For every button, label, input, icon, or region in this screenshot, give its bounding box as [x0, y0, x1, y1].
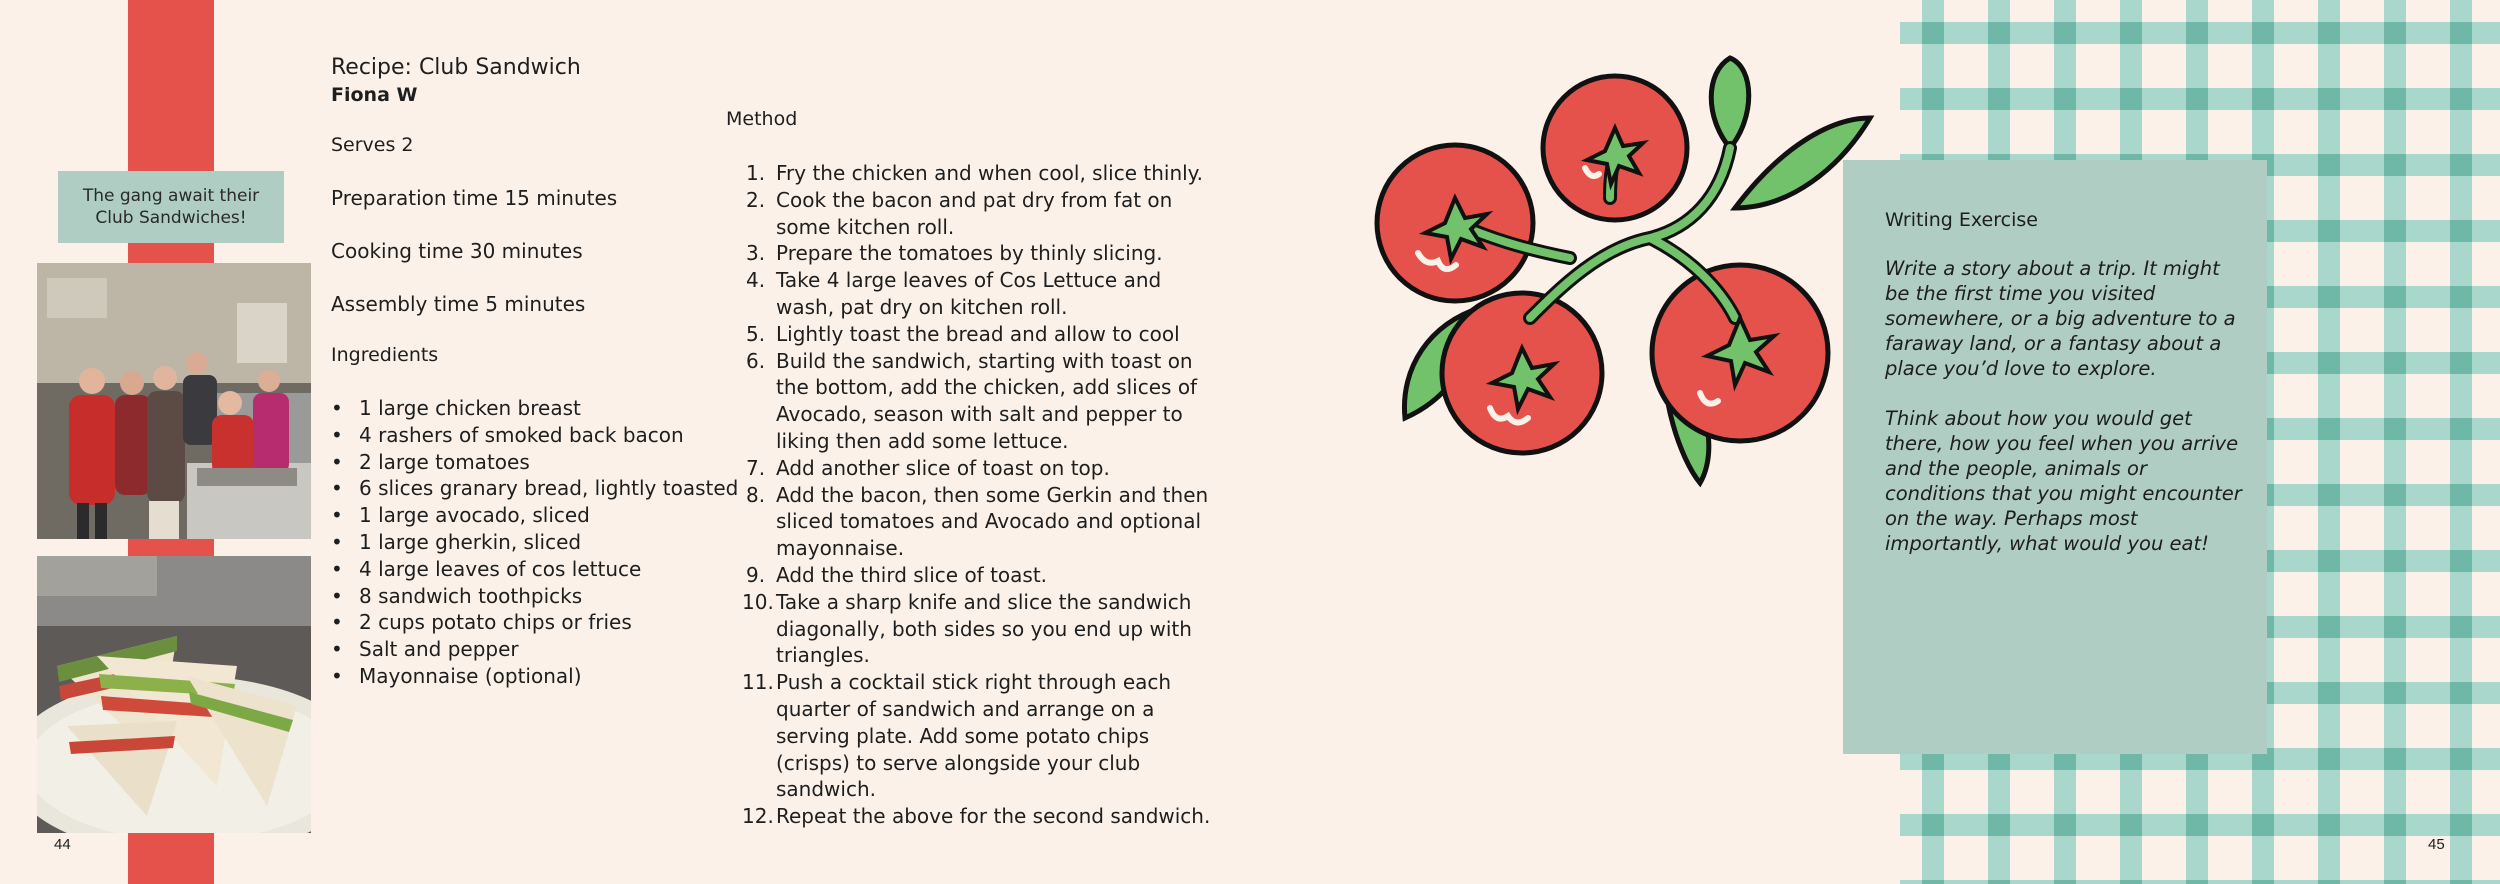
- step-text: Take 4 large leaves of Cos Lettuce and wash, pat dry on kitchen roll.: [776, 268, 1162, 319]
- ingredient-item: • 2 large tomatoes: [331, 449, 731, 476]
- sandwich-photo: [37, 556, 311, 833]
- step-number: 8.: [746, 482, 766, 507]
- method-step: [742, 589, 1216, 669]
- recipe-serves: Serves 2: [331, 134, 414, 156]
- step-number: 6.: [746, 348, 766, 373]
- ingredients-list: [331, 395, 739, 690]
- method-step: [746, 562, 1216, 589]
- step-text: Prepare the tomatoes by thinly slicing.: [776, 241, 1163, 266]
- step-text: Cook the bacon and pat dry from fat on some kitchen roll.: [776, 187, 1173, 239]
- prep-time: Preparation time 15 minutes: [331, 186, 618, 210]
- tomato-vine-illustration: [1360, 48, 1880, 498]
- recipe-column: [331, 54, 739, 690]
- writing-exercise-paragraph: Write a story about a trip. It might be the first time you visited somewhere, or a big adventure to a faraway land, or a fantasy about a place you’d love to explore.: [1885, 257, 2236, 380]
- group-photo: [37, 263, 311, 539]
- photo-caption: [58, 171, 284, 243]
- step-text: Push a cocktail stick right through each quarter of sandwich and arrange on a serving plate. Add some potato chips (crisps) to serve alongside your club sandwich.: [776, 670, 1172, 802]
- method-step: [746, 482, 1216, 562]
- method-heading: Method: [726, 108, 798, 130]
- assembly-time: Assembly time 5 minutes: [331, 292, 586, 316]
- method-column: [726, 106, 1226, 830]
- ingredient-item: • Mayonnaise (optional): [331, 663, 731, 690]
- ingredient-item: • 1 large avocado, sliced: [331, 502, 731, 529]
- recipe-author: Fiona W: [331, 84, 418, 106]
- step-text: Add the third slice of toast.: [776, 562, 1048, 587]
- method-step: [742, 803, 1216, 830]
- ingredients-heading: Ingredients: [331, 344, 439, 366]
- writing-exercise-title: Writing Exercise: [1885, 209, 2038, 231]
- method-step: [746, 240, 1216, 267]
- ingredient-item: • 8 sandwich toothpicks: [331, 583, 731, 610]
- method-step: [746, 455, 1216, 482]
- step-text: Lightly toast the bread and allow to cool: [776, 321, 1180, 346]
- page-number-right: 45: [2428, 836, 2445, 853]
- step-text: Build the sandwich, starting with toast on the bottom, add the chicken, add slices of Avocado, season with salt and pepper to liking then add some lettuce.: [776, 348, 1198, 453]
- step-number: 10.: [742, 589, 774, 614]
- ingredient-item: • 4 large leaves of cos lettuce: [331, 556, 731, 583]
- step-number: 9.: [746, 562, 766, 587]
- page-number-left: 44: [54, 836, 71, 853]
- method-step: [742, 669, 1216, 803]
- writing-exercise-box: [1843, 160, 2267, 754]
- step-text: Repeat the above for the second sandwich.: [776, 804, 1211, 829]
- method-step: [746, 321, 1216, 348]
- step-text: Add the bacon, then some Gerkin and then sliced tomatoes and Avocado and optional mayonnaise.: [776, 482, 1209, 561]
- method-step: [746, 160, 1216, 187]
- recipe-title: Recipe: Club Sandwich: [331, 55, 581, 80]
- method-step: [746, 267, 1216, 321]
- step-number: 3.: [746, 241, 766, 266]
- step-number: 1.: [746, 161, 766, 185]
- step-text: Take a sharp knife and slice the sandwich diagonally, both sides so you end up with triangles.: [776, 589, 1192, 668]
- step-number: 5.: [746, 321, 766, 346]
- ingredient-item: • 1 large chicken breast: [331, 395, 731, 422]
- photo-caption-text: The gang await their Club Sandwiches!: [82, 186, 260, 228]
- method-step: [746, 348, 1216, 455]
- writing-exercise-paragraph: Think about how you would get there, how you feel when you arrive and the people, animals or conditions that you might encounter on the way. Perhaps most importantly, what would you eat!: [1885, 407, 2242, 555]
- ingredient-item: • 2 cups potato chips or fries: [331, 609, 731, 636]
- step-number: 11.: [742, 670, 774, 695]
- cook-time: Cooking time 30 minutes: [331, 239, 583, 263]
- step-number: 7.: [746, 455, 766, 480]
- step-text: Add another slice of toast on top.: [776, 455, 1110, 480]
- method-step: [746, 187, 1216, 241]
- ingredient-item: • 6 slices granary bread, lightly toasted: [331, 475, 731, 502]
- ingredient-item: • Salt and pepper: [331, 636, 731, 663]
- method-list: [742, 160, 1226, 830]
- ingredient-item: • 4 rashers of smoked back bacon: [331, 422, 731, 449]
- step-number: 12.: [742, 804, 774, 829]
- step-text: Fry the chicken and when cool, slice thinly.: [776, 161, 1204, 185]
- step-number: 2.: [746, 187, 766, 212]
- step-number: 4.: [746, 268, 766, 293]
- ingredient-item: • 1 large gherkin, sliced: [331, 529, 731, 556]
